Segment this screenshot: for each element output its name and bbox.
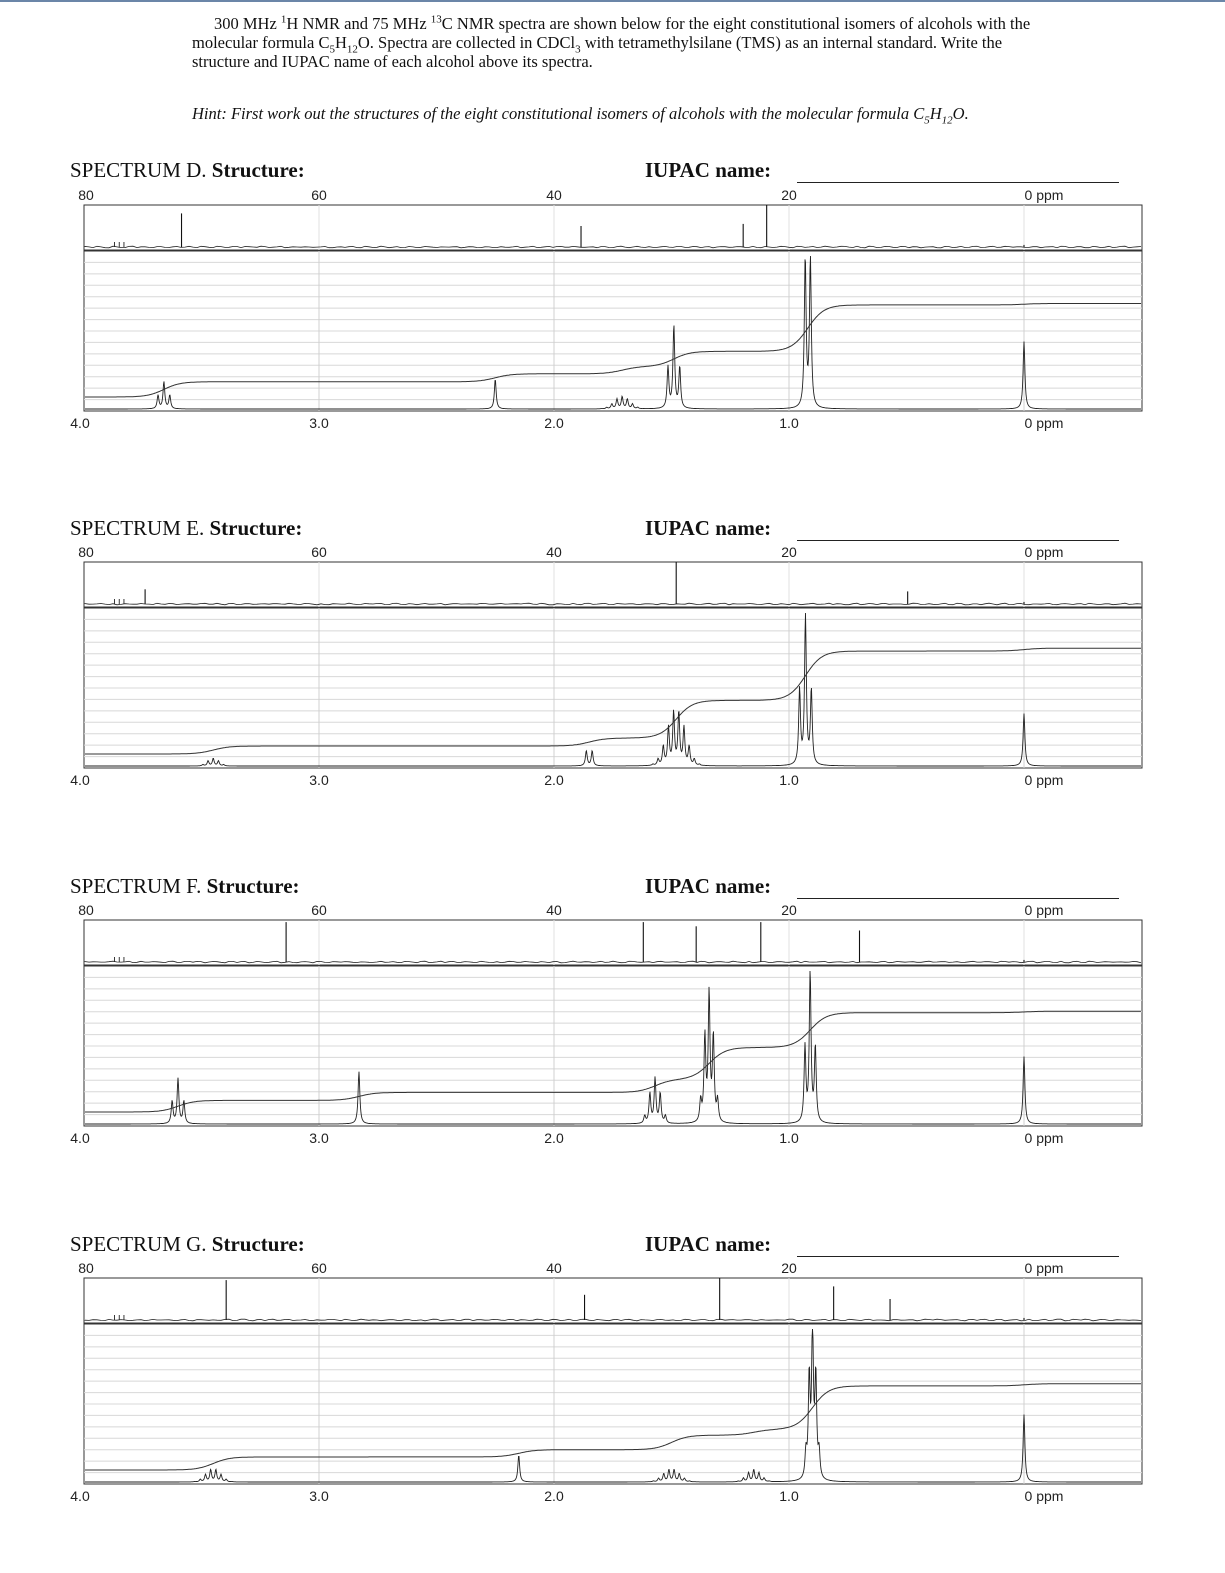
iupac-label: IUPAC name: [645, 516, 772, 540]
h1-tick-label: 4.0 [70, 1130, 90, 1146]
h1-tick-label: 3.0 [309, 772, 329, 788]
spectrum-title: SPECTRUM G. Structure: [70, 1232, 305, 1256]
intro-paragraph: 300 MHz $^1$H NMR and 75 MHz $^{13}$C NMR spectra are shown below for the eight constitutional isomers of alcohols with the molecular formula $C_5H_{12}O$. Spectra are collected in CDCl$_3$ with tetramethylsilane (TMS) as an internal standard. Write the structure and IUPAC name of each alcohol above its spectra. [192, 13, 1031, 71]
h1-spectrum-line [85, 256, 1141, 409]
h1-tick-label: 4.0 [70, 1488, 90, 1504]
h1-tick-label: 3.0 [309, 1130, 329, 1146]
h1-integral-curve [85, 648, 1141, 754]
h1-tick-label: 4.0 [70, 772, 90, 788]
c13-frame [84, 205, 1142, 250]
iupac-label: IUPAC name: [645, 874, 772, 898]
c13-tick-label: 20 [781, 1260, 797, 1276]
c13-frame [84, 920, 1142, 965]
c13-tick-label: 40 [546, 544, 562, 560]
c13-tick-label: 0 ppm [1024, 1260, 1064, 1276]
h1-integral-curve [85, 1011, 1141, 1112]
c13-tick-label: 60 [311, 902, 327, 918]
spectrum-plot [0, 542, 1225, 792]
spectrum-plot [0, 185, 1225, 435]
spectrum-plot [0, 900, 1225, 1150]
c13-baseline [85, 246, 1141, 248]
c13-tick-label: 20 [781, 902, 797, 918]
c13-tick-label: 20 [781, 544, 797, 560]
h1-spectrum-line [85, 1329, 1141, 1482]
iupac-answer-line[interactable] [797, 540, 1119, 541]
c13-tick-label: 20 [781, 187, 797, 203]
window-top-border [0, 0, 1225, 2]
c13-tick-label: 80 [78, 187, 94, 203]
h1-tick-label: 0 ppm [1024, 772, 1064, 788]
c13-tick-label: 0 ppm [1024, 187, 1064, 203]
c13-tick-label: 0 ppm [1024, 544, 1064, 560]
spectrum-title: SPECTRUM F. Structure: [70, 874, 300, 898]
c13-tick-label: 60 [311, 187, 327, 203]
iupac-answer-line[interactable] [797, 182, 1119, 183]
h1-tick-label: 3.0 [309, 415, 329, 431]
c13-tick-label: 80 [78, 902, 94, 918]
spectrum-title: SPECTRUM E. Structure: [70, 516, 303, 540]
c13-tick-label: 40 [546, 187, 562, 203]
h1-spectrum-line [85, 613, 1141, 766]
spectrum-plot [0, 1258, 1225, 1508]
hint-paragraph: Hint: First work out the structures of the eight constitutional isomers of alcohols with the molecular formula $C_5H_{12}O$. [192, 104, 969, 127]
h1-tick-label: 1.0 [779, 415, 799, 431]
c13-tick-label: 60 [311, 1260, 327, 1276]
c13-tick-label: 80 [78, 544, 94, 560]
c13-tick-label: 80 [78, 1260, 94, 1276]
c13-baseline [85, 603, 1141, 605]
iupac-answer-line[interactable] [797, 898, 1119, 899]
c13-tick-label: 40 [546, 902, 562, 918]
h1-spectrum-line [85, 971, 1141, 1124]
h1-tick-label: 2.0 [544, 1488, 564, 1504]
iupac-label: IUPAC name: [645, 1232, 772, 1256]
h1-tick-label: 3.0 [309, 1488, 329, 1504]
h1-tick-label: 0 ppm [1024, 1130, 1064, 1146]
h1-tick-label: 2.0 [544, 1130, 564, 1146]
h1-tick-label: 1.0 [779, 1130, 799, 1146]
h1-tick-label: 0 ppm [1024, 415, 1064, 431]
h1-tick-label: 4.0 [70, 415, 90, 431]
c13-frame [84, 562, 1142, 607]
c13-baseline [85, 1319, 1141, 1321]
c13-tick-label: 40 [546, 1260, 562, 1276]
iupac-label: IUPAC name: [645, 158, 772, 182]
c13-tick-label: 0 ppm [1024, 902, 1064, 918]
c13-baseline [85, 961, 1141, 963]
c13-frame [84, 1278, 1142, 1323]
h1-tick-label: 1.0 [779, 1488, 799, 1504]
iupac-answer-line[interactable] [797, 1256, 1119, 1257]
h1-integral-curve [85, 304, 1141, 398]
h1-tick-label: 1.0 [779, 772, 799, 788]
h1-tick-label: 2.0 [544, 415, 564, 431]
h1-tick-label: 0 ppm [1024, 1488, 1064, 1504]
h1-tick-label: 2.0 [544, 772, 564, 788]
c13-tick-label: 60 [311, 544, 327, 560]
spectrum-title: SPECTRUM D. Structure: [70, 158, 305, 182]
